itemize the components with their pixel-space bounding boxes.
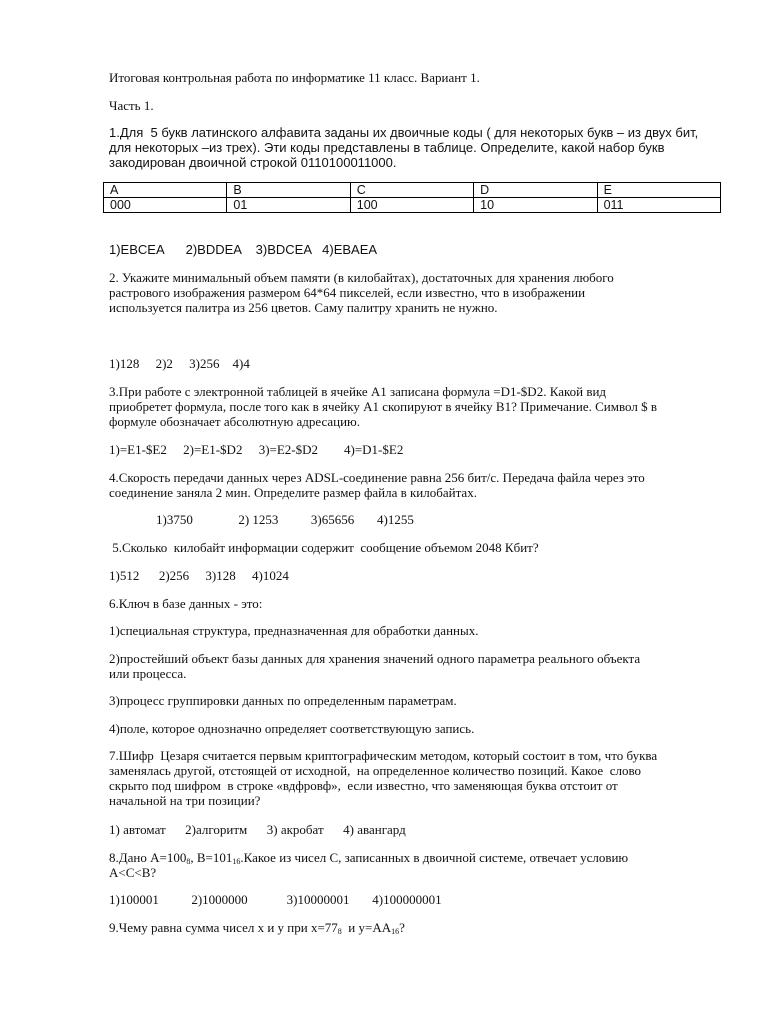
question-8-line-2: A<C<B?	[109, 865, 157, 880]
question-7-line-1: 7.Шифр Цезаря считается первым криптографическим методом, который состоит в том, что буква	[109, 748, 658, 763]
table-cell: 01	[227, 198, 350, 213]
question-5: 5.Сколько килобайт информации содержит сообщение объемом 2048 Кбит?	[109, 540, 539, 555]
question-3-answers: 1)=E1-$E2 2)=E1-$D2 3)=E2-$D2 4)=D1-$E2	[109, 442, 404, 457]
question-7-line-4: начальной на три позиции?	[109, 793, 261, 808]
question-6-option-2: 2)простейший объект базы данных для хранения значений одного параметра реального объекта или процесса.	[109, 651, 641, 681]
part-heading: Часть 1.	[109, 98, 154, 113]
question-5-answers: 1)512 2)256 3)128 4)1024	[109, 568, 289, 583]
question-8-answers: 1)100001 2)1000000 3)10000001 4)100000001	[109, 892, 442, 907]
question-6-option-3: 3)процесс группировки данных по определенным параметрам.	[109, 693, 457, 708]
document-title: Итоговая контрольная работа по информатике 11 класс. Вариант 1.	[109, 70, 480, 85]
table-cell: D	[474, 183, 597, 198]
table-cell: 10	[474, 198, 597, 213]
question-1-line-1: 1.Для 5 букв латинского алфавита заданы их двоичные коды ( для некоторых букв – из двух бит,	[109, 125, 699, 140]
question-1	[109, 125, 721, 170]
question-7-answers: 1) автомат 2)алгоритм 3) акробат 4) авангард	[109, 822, 406, 837]
question-8	[109, 850, 721, 880]
question-3-line-1: 3.При работе с электронной таблицей в ячейке A1 записана формула =D1-$D2. Какой вид	[109, 384, 607, 399]
question-4	[109, 470, 721, 500]
table-cell: A	[104, 183, 227, 198]
question-6: 6.Ключ в базе данных - это:	[109, 596, 263, 611]
question-2	[109, 270, 721, 315]
question-3-line-3: формуле обозначает абсолютную адресацию.	[109, 414, 361, 429]
question-4-line-1: 4.Скорость передачи данных через ADSL-соединение равна 256 бит/с. Передача файла через это	[109, 470, 645, 485]
question-7	[109, 748, 721, 808]
question-2-line-3: используется палитра из 256 цветов. Саму палитру хранить не нужно.	[109, 300, 498, 315]
question-8-line-1: 8.Дано $A=100_8$, $B=101_{16}.Какое$ из чисел С, записанных в двоичной системе, отвечает условию	[109, 850, 629, 866]
question-6-option-4: 4)поле, которое однозначно определяет соответствующую запись.	[109, 721, 475, 736]
table-cell: 000	[104, 198, 227, 213]
binary-codes-table	[103, 182, 721, 213]
question-7-line-3: скрыто под шифром в строке «вдфровф», если известно, что заменяющая буква отстоит от	[109, 778, 618, 793]
question-2-line-2: растрового изображения размером 64*64 пикселей, если известно, что в изображении	[109, 285, 586, 300]
question-7-line-2: заменялась другой, отстоящей от исходной, на определенное количество позиций. Какое слово	[109, 763, 642, 778]
question-3-line-2: приобретет формула, после того как в ячейку A1 скопируют в ячейку B1? Примечание. Символ $ в	[109, 399, 657, 414]
question-2-line-1: 2. Укажите минимальный объем памяти (в килобайтах), достаточных для хранения любого	[109, 270, 614, 285]
table-cell: C	[350, 183, 473, 198]
question-9: 9.Чему равна сумма чисел x и y при $x=77_8$ и $y=AA_{16}$?	[109, 920, 405, 936]
table-cell: E	[597, 183, 720, 198]
question-1-answers: 1)EBCEA 2)BDDEA 3)BDCEA 4)EBAEA	[109, 242, 378, 257]
table-cell: 011	[597, 198, 720, 213]
table-cell: B	[227, 183, 350, 198]
table-cell: 100	[350, 198, 473, 213]
table-row-letters	[104, 183, 721, 198]
question-1-line-2: для некоторых –из трех). Эти коды представлены в таблице. Определите, какой набор букв	[109, 140, 665, 155]
question-4-answers: 1)3750 2) 1253 3)65656 4)1255	[156, 512, 414, 527]
question-6-option-1: 1)специальная структура, предназначенная для обработки данных.	[109, 623, 479, 638]
table-row-codes	[104, 198, 721, 213]
question-4-line-2: соединение заняла 2 мин. Определите размер файла в килобайтах.	[109, 485, 477, 500]
question-2-answers: 1)128 2)2 3)256 4)4	[109, 356, 250, 371]
question-1-line-3: закодирован двоичной строкой 0110100011000.	[109, 155, 397, 170]
question-3	[109, 384, 721, 429]
